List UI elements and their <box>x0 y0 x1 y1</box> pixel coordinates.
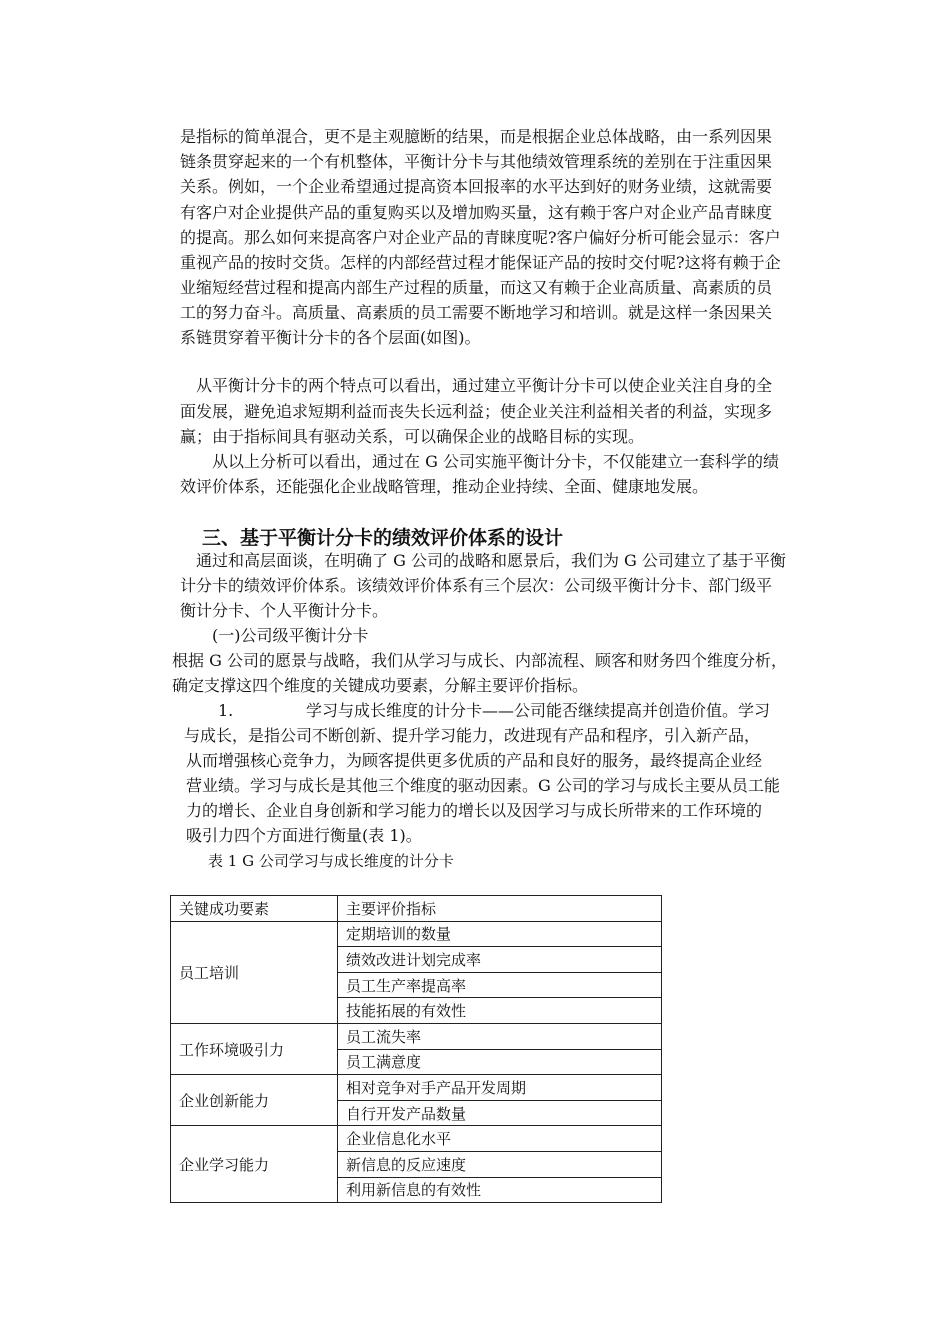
text-line: 面发展，避免追求短期利益而丧失长远利益；使企业关注利益相关者的利益，实现多 <box>180 402 773 421</box>
text-line: 衡计分卡、个人平衡计分卡。 <box>180 601 389 620</box>
table-caption: 表 1 G 公司学习与成长维度的计分卡 <box>208 852 454 870</box>
text-line: 的提高。那么如何来提高客户对企业产品的青睐度呢?客户偏好分析可能会显示：客户 <box>180 228 781 247</box>
scorecard-table <box>170 895 662 1203</box>
table-row <box>171 921 662 947</box>
indicator-cell: 自行开发产品数量 <box>338 1100 662 1126</box>
factor-cell: 工作环境吸引力 <box>171 1023 338 1074</box>
text-line: 与成长，是指公司不断创新、提升学习能力，改进现有产品和程序，引入新产品， <box>184 726 761 745</box>
text-line: 效评价体系，还能强化企业战略管理，推动企业持续、全面、健康地发展。 <box>180 477 709 496</box>
text-line: 学习与成长维度的计分卡——公司能否继续提高并创造价值。学习 <box>306 701 771 720</box>
factor-cell: 员工培训 <box>171 921 338 1023</box>
indicator-cell: 技能拓展的有效性 <box>338 998 662 1024</box>
text-line: 从平衡计分卡的两个特点可以看出，通过建立平衡计分卡可以使企业关注自身的全 <box>196 376 773 395</box>
text-line: 关系。例如，一个企业希望通过提高资本回报率的水平达到好的财务业绩，这就需要 <box>180 177 773 196</box>
indicator-cell: 企业信息化水平 <box>338 1126 662 1152</box>
factor-cell: 企业创新能力 <box>171 1075 338 1126</box>
indicator-cell: 相对竞争对手产品开发周期 <box>338 1075 662 1101</box>
indicator-cell: 员工流失率 <box>338 1023 662 1049</box>
item-number: 1. <box>218 701 234 720</box>
text-line: 从而增强核心竞争力，为顾客提供更多优质的产品和良好的服务，最终提高企业经 <box>186 751 763 770</box>
subheading: (一)公司级平衡计分卡 <box>212 626 369 645</box>
table-header-cell: 关键成功要素 <box>171 896 338 922</box>
indicator-cell: 定期培训的数量 <box>338 921 662 947</box>
text-line: 系链贯穿着平衡计分卡的各个层面(如图)。 <box>180 328 481 347</box>
text-line: 业缩短经营过程和提高内部生产过程的质量，而这又有赖于企业高质量、高素质的员 <box>180 278 773 297</box>
table-header-row <box>171 896 662 922</box>
table-row <box>171 1126 662 1152</box>
section-heading: 三、基于平衡计分卡的绩效评价体系的设计 <box>202 527 564 549</box>
text-line: 是指标的简单混合，更不是主观臆断的结果，而是根据企业总体战略，由一系列因果 <box>180 127 773 146</box>
text-line: 从以上分析可以看出，通过在 G 公司实施平衡计分卡，不仅能建立一套科学的绩 <box>212 452 779 471</box>
text-line: 吸引力四个方面进行衡量(表 1)。 <box>186 826 422 845</box>
text-line: 链条贯穿起来的一个有机整体，平衡计分卡与其他绩效管理系统的差别在于注重因果 <box>180 152 773 171</box>
text-line: 力的增长、企业自身创新和学习能力的增长以及因学习与成长所带来的工作环境的 <box>186 801 763 820</box>
indicator-cell: 员工生产率提高率 <box>338 972 662 998</box>
table-row <box>171 1075 662 1101</box>
text-line: 根据 G 公司的愿景与战略，我们从学习与成长、内部流程、顾客和财务四个维度分析， <box>172 651 787 670</box>
table-row <box>171 1023 662 1049</box>
text-line: 工的努力奋斗。高质量、高素质的员工需要不断地学习和培训。就是这样一条因果关 <box>180 303 773 322</box>
indicator-cell: 利用新信息的有效性 <box>338 1177 662 1203</box>
text-line: 计分卡的绩效评价体系。该绩效评价体系有三个层次：公司级平衡计分卡、部门级平 <box>180 576 773 595</box>
indicator-cell: 新信息的反应速度 <box>338 1151 662 1177</box>
text-line: 通过和高层面谈，在明确了 G 公司的战略和愿景后，我们为 G 公司建立了基于平衡 <box>196 551 786 570</box>
text-line: 重视产品的按时交货。怎样的内部经营过程才能保证产品的按时交付呢?这将有赖于企 <box>180 253 781 272</box>
text-line: 有客户对企业提供产品的重复购买以及增加购买量，这有赖于客户对企业产品青睐度 <box>180 203 773 222</box>
indicator-cell: 绩效改进计划完成率 <box>338 947 662 973</box>
factor-cell: 企业学习能力 <box>171 1126 338 1203</box>
table-header-cell: 主要评价指标 <box>338 896 662 922</box>
text-line: 营业绩。学习与成长是其他三个维度的驱动因素。G 公司的学习与成长主要从员工能 <box>186 776 780 795</box>
text-line: 赢；由于指标间具有驱动关系，可以确保企业的战略目标的实现。 <box>180 427 645 446</box>
text-line: 确定支撑这四个维度的关键成功要素，分解主要评价指标。 <box>172 676 589 695</box>
indicator-cell: 员工满意度 <box>338 1049 662 1075</box>
